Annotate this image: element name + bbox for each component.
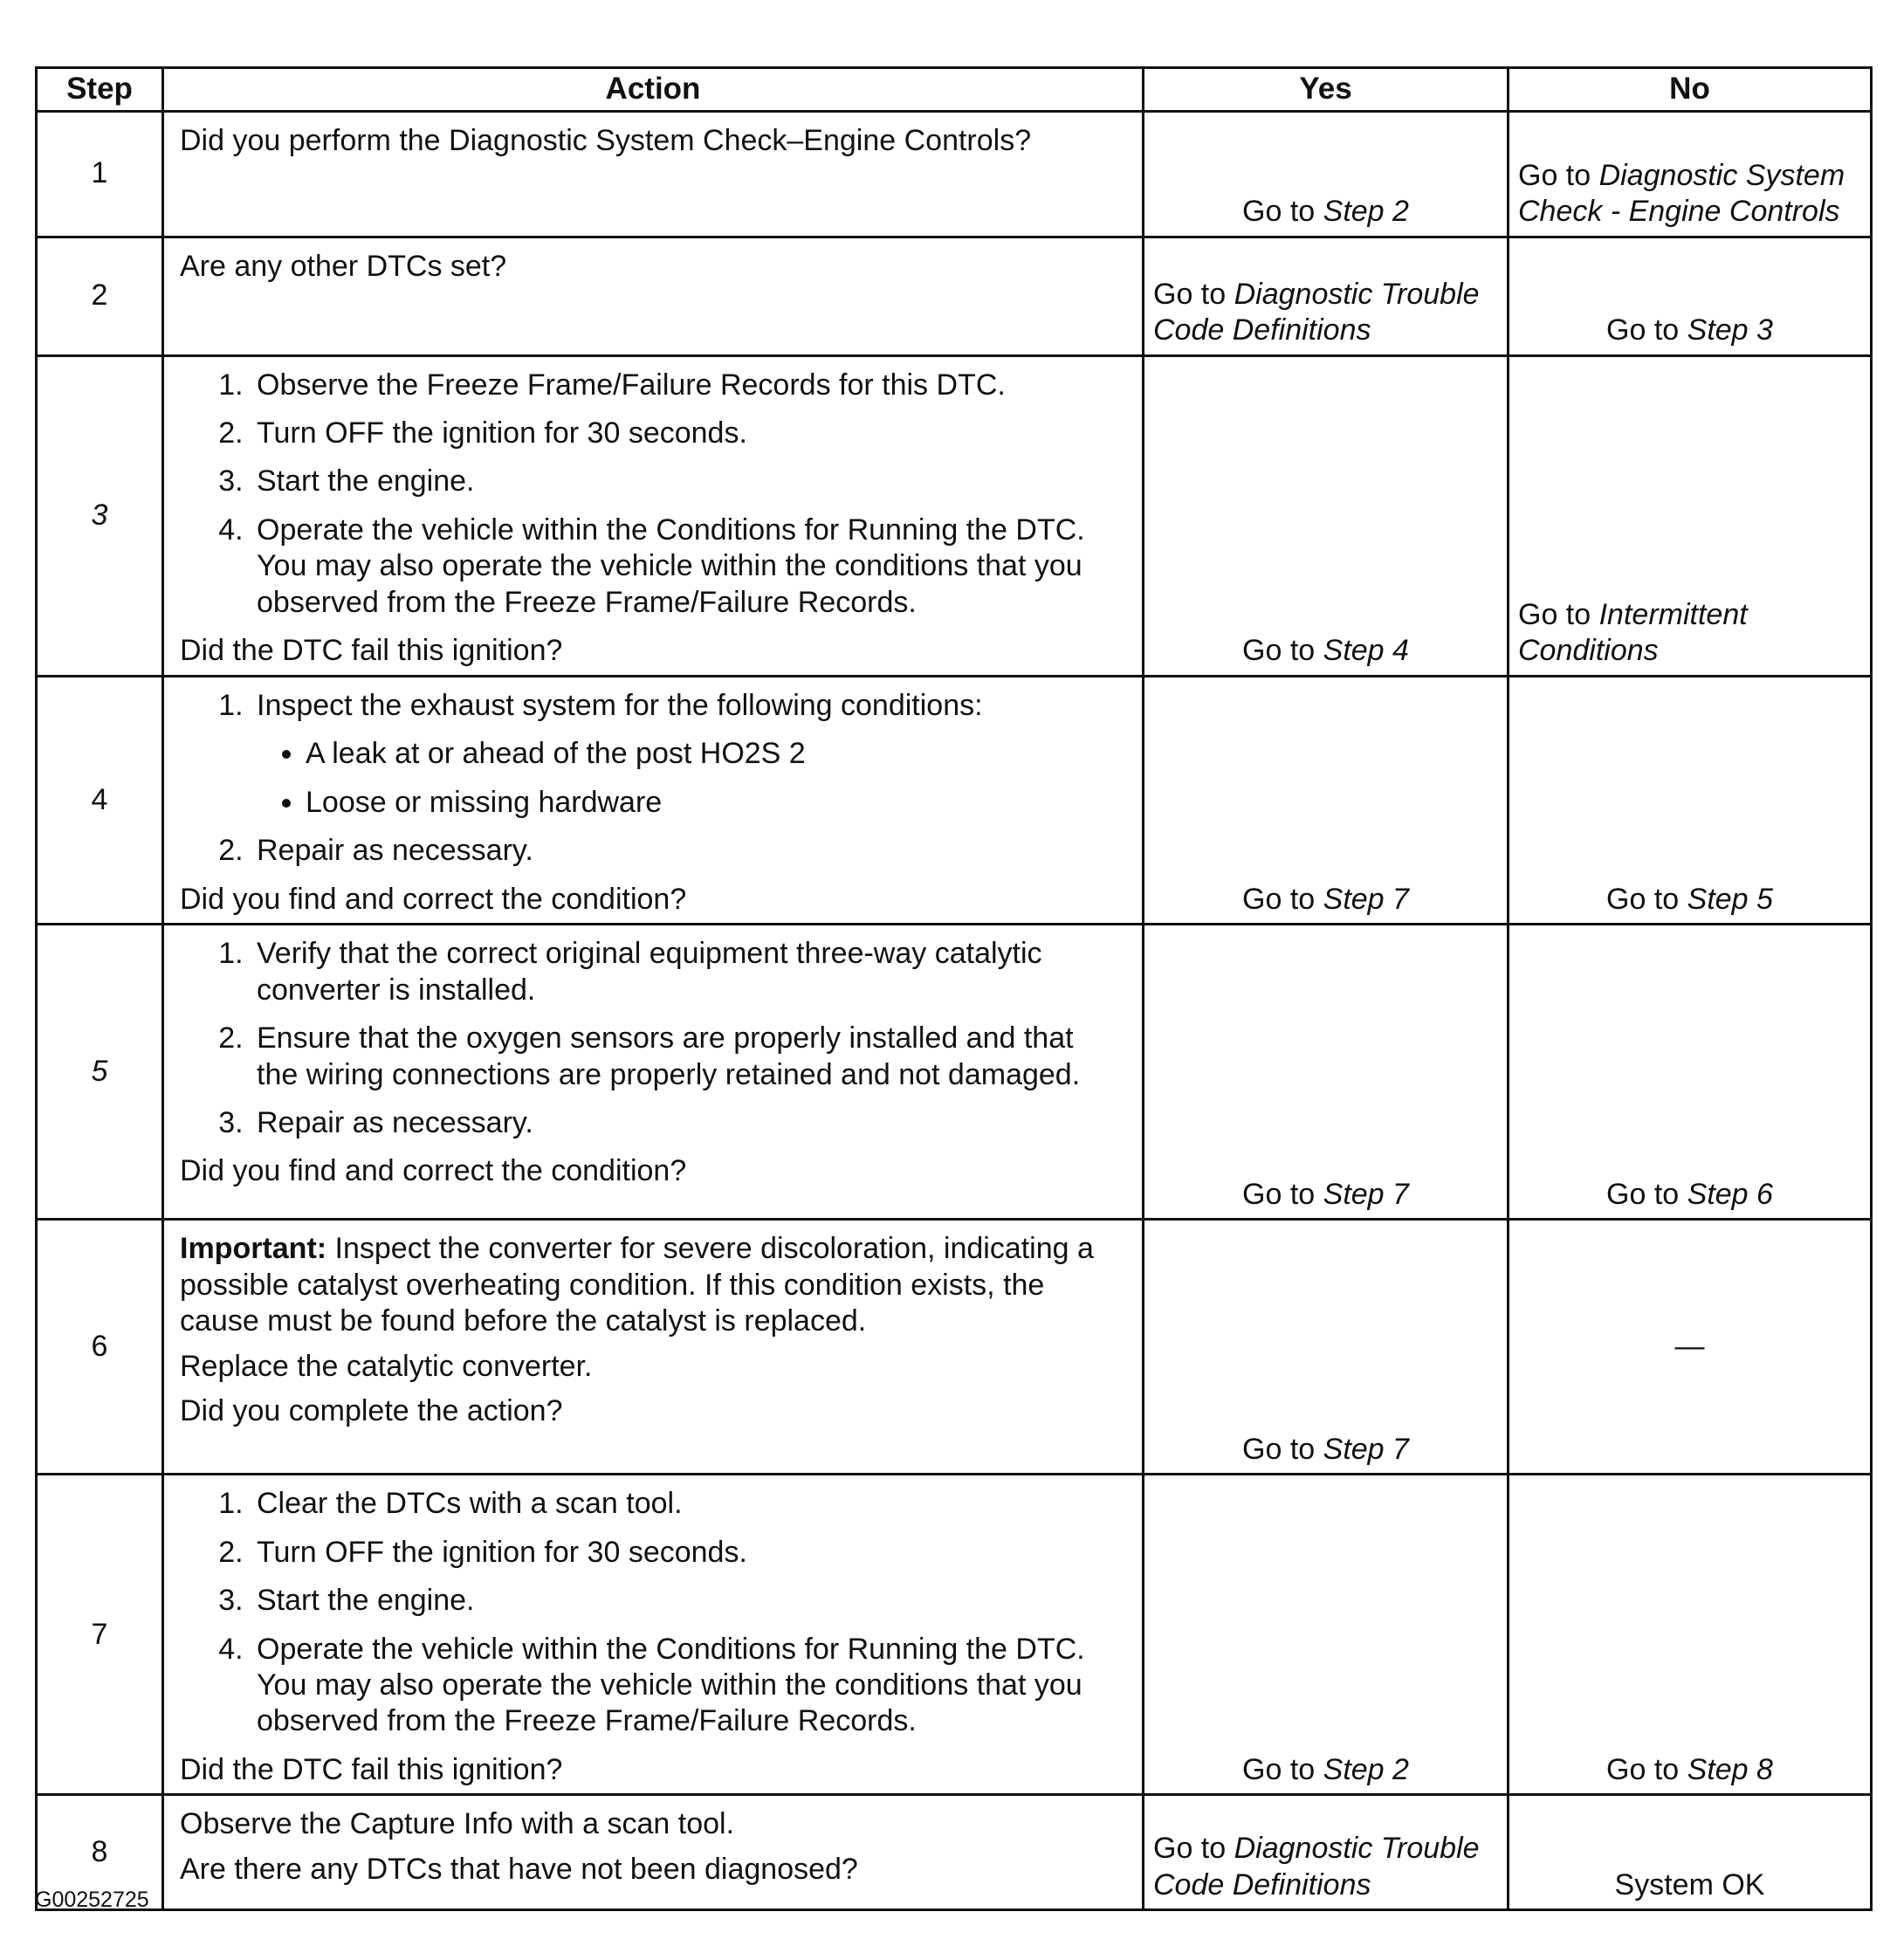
paragraph-text: Inspect the converter for severe discoloration, indicating a possible catalyst overheating condition. If this condition exists, the cause must be found before the catalyst is replaced. <box>180 1232 1094 1338</box>
substep-text: Clear the DTCs with a scan tool. <box>257 1487 683 1521</box>
yes-prefix: Go to <box>1242 634 1323 668</box>
table-row <box>37 237 1872 355</box>
header-yes: Yes <box>1144 68 1509 112</box>
yes-result <box>1242 633 1409 669</box>
no-target: Step 5 <box>1687 882 1773 916</box>
no-target: Step 6 <box>1687 1177 1773 1211</box>
yes-target: Step 7 <box>1323 882 1409 916</box>
paragraph-text: Replace the catalytic converter. <box>180 1349 593 1383</box>
header-row <box>37 68 1872 112</box>
substep-text: Ensure that the oxygen sensors are properly installed and that the wiring connections are properly retained and not damaged. <box>257 1021 1081 1091</box>
step-number: 1 <box>37 111 163 237</box>
substep-text: Verify that the correct original equipment three-way catalytic converter is installed. <box>257 937 1042 1007</box>
no-result <box>1606 882 1773 918</box>
no-cell <box>1509 1220 1872 1475</box>
yes-prefix: Go to <box>1242 195 1323 229</box>
step-number: 6 <box>37 1220 163 1475</box>
step-number: 4 <box>37 676 163 924</box>
diagnostic-table <box>35 66 1873 1911</box>
action-cell <box>163 355 1144 676</box>
yes-prefix: Go to <box>1153 1832 1234 1866</box>
yes-cell <box>1144 1795 1509 1910</box>
substep-text: Start the engine. <box>257 464 475 499</box>
action-cell <box>163 111 1144 237</box>
no-result <box>1675 1329 1705 1365</box>
substep-text: Operate the vehicle within the Conditions for Running the DTC. You may also operate the vehicle within the conditions that you observed from the Freeze Frame/Failure Records. <box>257 1632 1085 1738</box>
question-text: Did you find and correct the condition? <box>180 882 687 916</box>
no-result <box>1606 1752 1773 1788</box>
substep-item <box>251 464 1121 499</box>
yes-result <box>1242 1752 1409 1788</box>
substep-item <box>251 1021 1121 1093</box>
yes-result <box>1153 1831 1498 1903</box>
step-number: 8 <box>37 1795 163 1910</box>
substep-item <box>251 833 1121 869</box>
yes-cell <box>1144 925 1509 1220</box>
yes-prefix: Go to <box>1242 1432 1323 1466</box>
yes-target: Diagnostic Trouble Code Definitions <box>1153 1832 1480 1902</box>
substep-text: Inspect the exhaust system for the following conditions: <box>257 688 983 722</box>
yes-prefix: Go to <box>1153 277 1234 311</box>
no-prefix: System OK <box>1614 1867 1765 1902</box>
bullet-list <box>257 736 1121 821</box>
action-paragraph <box>180 1349 1121 1385</box>
yes-target: Step 2 <box>1323 1752 1409 1786</box>
substep-list <box>180 688 1121 870</box>
substep-item <box>251 688 1121 821</box>
no-target: Intermittent Conditions <box>1518 597 1748 668</box>
question-text: Did the DTC fail this ignition? <box>180 1752 563 1786</box>
step-number: 3 <box>37 355 163 676</box>
question-text: Did you find and correct the condition? <box>180 1154 687 1188</box>
yes-target: Step 4 <box>1323 634 1409 668</box>
no-cell <box>1509 1475 1872 1795</box>
no-target: Diagnostic System Check - Engine Controls <box>1518 158 1845 229</box>
yes-cell <box>1144 355 1509 676</box>
bullet-item: • Loose or missing hardware <box>306 785 1121 821</box>
paragraph-text: Observe the Capture Info with a scan tool. <box>180 1807 735 1841</box>
substep-item <box>251 1583 1121 1619</box>
substep-text: Repair as necessary. <box>257 1106 533 1139</box>
yes-target: Diagnostic Trouble Code Definitions <box>1153 277 1480 347</box>
substep-item <box>251 368 1121 403</box>
action-cell <box>163 1220 1144 1475</box>
yes-result <box>1242 1432 1409 1468</box>
no-prefix: — <box>1674 1329 1705 1363</box>
important-label: Important: <box>180 1232 327 1266</box>
no-result <box>1518 158 1861 230</box>
substep-item <box>251 1105 1121 1141</box>
step-number: 5 <box>37 925 163 1220</box>
yes-result <box>1242 1177 1409 1213</box>
action-paragraph <box>180 1806 1121 1842</box>
no-result <box>1615 1867 1765 1903</box>
substep-text: Turn OFF the ignition for 30 seconds. <box>257 1535 747 1569</box>
step-number: 7 <box>37 1475 163 1795</box>
yes-result <box>1242 882 1409 918</box>
substep-text: Start the engine. <box>257 1584 475 1618</box>
action-cell <box>163 676 1144 924</box>
substep-list <box>180 936 1121 1141</box>
action-cell <box>163 1475 1144 1795</box>
paragraph-text: Are any other DTCs set? <box>180 249 507 283</box>
yes-result <box>1242 194 1409 230</box>
action-cell <box>163 925 1144 1220</box>
no-cell <box>1509 355 1872 676</box>
no-prefix: Go to <box>1518 158 1599 192</box>
action-cell <box>163 237 1144 355</box>
no-cell <box>1509 1795 1872 1910</box>
substep-item <box>251 1486 1121 1522</box>
table-body <box>37 111 1872 1910</box>
paragraph-text: Did you perform the Diagnostic System Check–Engine Controls? <box>180 123 1032 157</box>
paragraph-text: Are there any DTCs that have not been diagnosed? <box>180 1852 858 1886</box>
table-row <box>37 676 1872 924</box>
substep-item <box>251 1632 1121 1740</box>
substep-item <box>251 1535 1121 1571</box>
no-cell <box>1509 676 1872 924</box>
no-target: Step 3 <box>1687 313 1773 347</box>
no-prefix: Go to <box>1606 1752 1687 1786</box>
header-no: No <box>1509 68 1872 112</box>
substep-list <box>180 368 1121 622</box>
figure-code: G00252725 <box>35 1888 149 1912</box>
yes-cell <box>1144 111 1509 237</box>
step-number: 2 <box>37 237 163 355</box>
substep-text: Observe the Freeze Frame/Failure Records for this DTC. <box>257 368 1006 402</box>
yes-cell <box>1144 1475 1509 1795</box>
header-action: Action <box>163 68 1144 112</box>
table-row <box>37 1220 1872 1475</box>
substep-item <box>251 416 1121 451</box>
bullet-item: • A leak at or ahead of the post HO2S 2 <box>306 736 1121 772</box>
table-row <box>37 1475 1872 1795</box>
yes-target: Step 7 <box>1323 1177 1409 1211</box>
no-prefix: Go to <box>1606 1177 1687 1211</box>
action-cell <box>163 1795 1144 1910</box>
yes-prefix: Go to <box>1242 1177 1323 1211</box>
yes-target: Step 7 <box>1323 1432 1409 1466</box>
no-result <box>1606 313 1773 348</box>
table-row <box>37 925 1872 1220</box>
yes-result <box>1153 277 1498 349</box>
header-step: Step <box>37 68 163 112</box>
action-paragraph <box>180 249 1121 285</box>
yes-prefix: Go to <box>1242 882 1323 916</box>
yes-cell <box>1144 676 1509 924</box>
no-prefix: Go to <box>1518 597 1599 631</box>
action-paragraph <box>180 123 1121 159</box>
yes-cell <box>1144 237 1509 355</box>
table-row <box>37 1795 1872 1910</box>
no-cell <box>1509 925 1872 1220</box>
no-cell <box>1509 111 1872 237</box>
no-prefix: Go to <box>1606 313 1687 347</box>
no-cell <box>1509 237 1872 355</box>
substep-text: Operate the vehicle within the Conditions for Running the DTC. You may also operate the vehicle within the conditions that you observed from the Freeze Frame/Failure Records. <box>257 512 1085 619</box>
substep-item <box>251 512 1121 621</box>
yes-target: Step 2 <box>1323 195 1409 229</box>
no-target: Step 8 <box>1687 1752 1773 1786</box>
yes-prefix: Go to <box>1242 1752 1323 1786</box>
no-result <box>1518 597 1861 670</box>
table-row <box>37 111 1872 237</box>
no-prefix: Go to <box>1606 882 1687 916</box>
action-paragraph <box>180 1231 1121 1339</box>
no-result <box>1606 1177 1773 1213</box>
substep-item <box>251 936 1121 1008</box>
question-text: Did you complete the action? <box>180 1394 563 1427</box>
substep-text: Repair as necessary. <box>257 834 533 868</box>
substep-list <box>180 1486 1121 1740</box>
yes-cell <box>1144 1220 1509 1475</box>
action-paragraph <box>180 1852 1121 1888</box>
substep-text: Turn OFF the ignition for 30 seconds. <box>257 416 747 450</box>
question-text: Did the DTC fail this ignition? <box>180 634 563 668</box>
table-row <box>37 355 1872 676</box>
